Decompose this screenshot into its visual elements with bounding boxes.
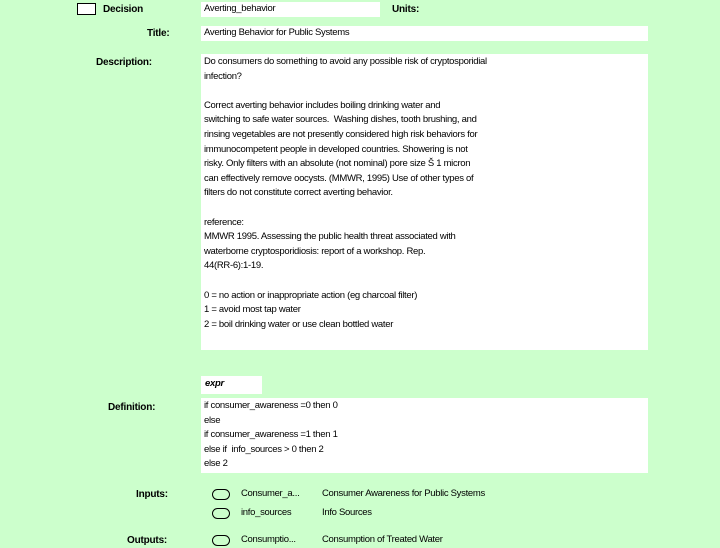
inputs-label: Inputs: [136, 489, 168, 500]
description-line: rinsing vegetables are not presently considered high risk behaviors for [204, 128, 478, 140]
definition-line: else if info_sources > 0 then 2 [204, 443, 324, 455]
description-line: 1 = avoid most tap water [204, 304, 301, 316]
definition-line: else 2 [204, 458, 228, 470]
description-line: infection? [204, 70, 242, 82]
description-field[interactable] [201, 54, 648, 350]
description-text [204, 55, 487, 332]
description-line: reference: [204, 216, 244, 228]
description-line: immunocompetent people in developed countries. Showering is not [204, 143, 468, 155]
variable-node-icon [212, 535, 230, 546]
description-line: 44(RR-6):1-19. [204, 260, 264, 272]
definition-type-field[interactable] [201, 376, 262, 394]
description-line [204, 274, 487, 289]
variable-node-icon [212, 508, 230, 519]
input-node-name: info_sources [241, 507, 292, 518]
output-node-title: Consumption of Treated Water [322, 534, 443, 545]
output-node-name: Consumptio... [241, 534, 296, 545]
node-type-icon [77, 3, 96, 15]
outputs-label: Outputs: [127, 535, 168, 546]
input-node-title: Consumer Awareness for Public Systems [322, 488, 485, 499]
description-line: risky. Only filters with an absolute (not nominal) pore size Š 1 micron [204, 158, 471, 170]
description-line: 0 = no action or inappropriate action (eg charcoal filter) [204, 289, 418, 301]
definition-field[interactable] [201, 398, 648, 473]
description-line: filters do not constitute correct averting behavior. [204, 187, 393, 199]
units-label: Units: [392, 4, 420, 15]
input-node-row[interactable] [212, 488, 512, 502]
description-line [204, 84, 487, 99]
description-label: Description: [96, 57, 152, 68]
description-line: 2 = boil drinking water or use clean bottled water [204, 318, 394, 330]
input-node-row[interactable] [212, 507, 512, 521]
name-field[interactable] [201, 2, 380, 17]
description-line: MMWR 1995. Assessing the public health threat associated with [204, 231, 456, 243]
title-label: Title: [147, 28, 170, 39]
definition-label: Definition: [108, 402, 156, 413]
description-line: Do consumers do something to avoid any possible risk of cryptosporidial [204, 56, 487, 67]
definition-type-value: expr [205, 378, 224, 389]
description-line: can effectively remove oocysts. (MMWR, 1995) Use of other types of [204, 172, 474, 184]
variable-node-icon [212, 489, 230, 500]
description-line: switching to safe water sources. Washing dishes, tooth brushing, and [204, 114, 477, 126]
name-value: Averting_behavior [204, 3, 276, 14]
description-line: waterborne cryptosporidiosis: report of a workshop. Rep. [204, 245, 426, 257]
input-node-title: Info Sources [322, 507, 372, 518]
definition-line: if consumer_awareness =1 then 1 [204, 429, 338, 441]
description-line [204, 201, 487, 216]
title-field[interactable] [201, 26, 648, 41]
node-type-label: Decision [103, 4, 144, 15]
title-value: Averting Behavior for Public Systems [204, 27, 350, 38]
definition-line: else [204, 414, 221, 426]
output-node-row[interactable] [212, 534, 512, 548]
description-line: Correct averting behavior includes boiling drinking water and [204, 99, 441, 111]
input-node-name: Consumer_a... [241, 488, 300, 499]
definition-line: if consumer_awareness =0 then 0 [204, 400, 338, 411]
definition-text [204, 399, 338, 472]
